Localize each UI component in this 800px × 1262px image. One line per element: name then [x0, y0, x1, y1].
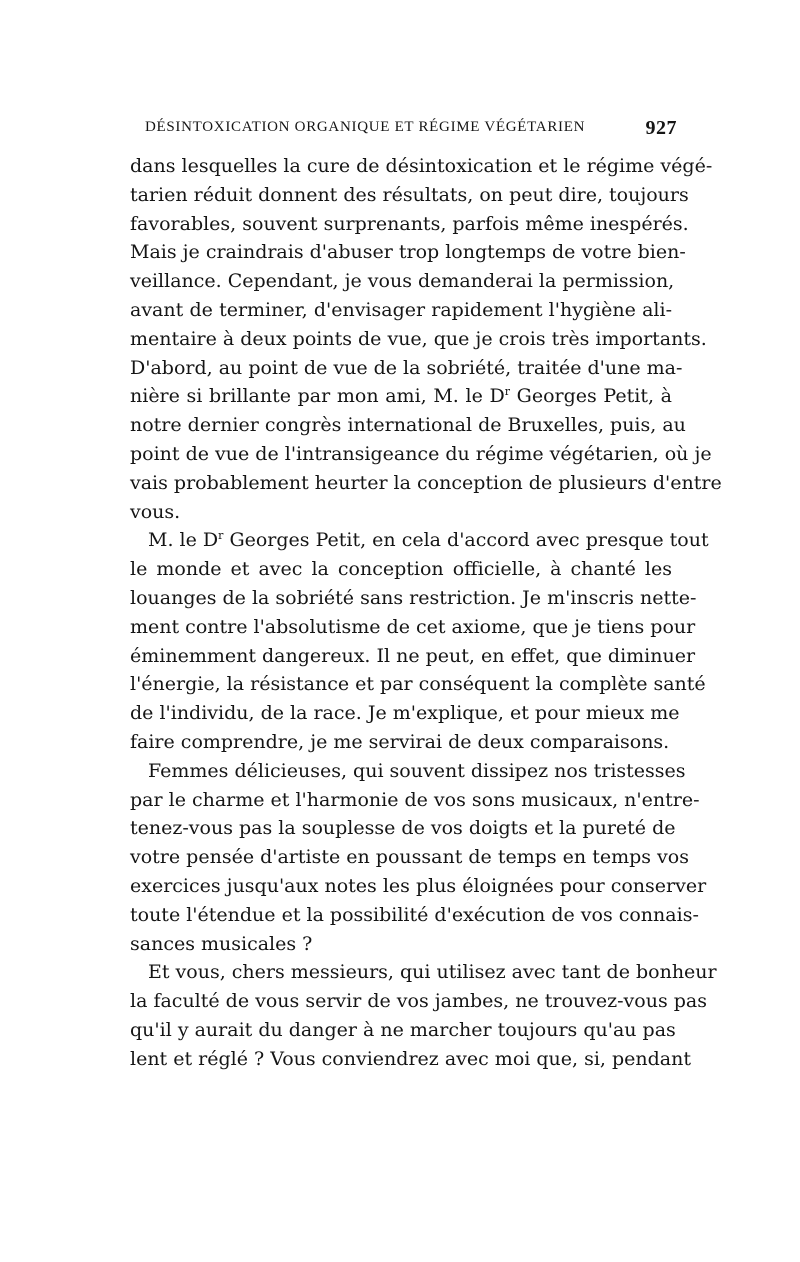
paragraph-1: [130, 152, 722, 526]
text-line: votre pensée d'artiste en poussant de temps en temps vos: [130, 846, 689, 869]
text-line: Femmes délicieuses, qui souvent dissipez nos tristesses: [148, 759, 686, 782]
doctor-abbrev-superscript: r: [504, 385, 510, 399]
text-line: lent et réglé ? Vous conviendrez avec moi que, si, pendant: [130, 1047, 692, 1070]
text-line: veillance. Cependant, je vous demanderai la permission,: [130, 270, 675, 293]
text-line: louanges de la sobriété sans restriction. Je m'inscris nette-: [130, 586, 697, 609]
text-line: la faculté de vous servir de vos jambes, ne trouvez-vous pas: [130, 990, 707, 1013]
text-line: D'abord, au point de vue de la sobriété, traitée d'une ma-: [130, 356, 683, 379]
text-line: tenez-vous pas la souplesse de vos doigts et la pureté de: [130, 817, 676, 840]
text-line: notre dernier congrès international de Bruxelles, puis, au: [130, 414, 686, 437]
page-number: 927: [645, 117, 677, 139]
text-line: qu'il y aurait du danger à ne marcher toujours qu'au pas: [130, 1018, 676, 1041]
text-fragment: M. le D: [148, 529, 219, 552]
text-line: [130, 382, 672, 411]
text-line: dans lesquelles la cure de désintoxication et le régime végé-: [130, 155, 713, 177]
text-line: point de vue de l'intransigeance du régime végétarien, où je: [130, 442, 712, 465]
running-title: DÉSINTOXICATION ORGANIQUE ET RÉGIME VÉGÉTARIEN: [145, 119, 586, 135]
text-line: le monde et avec la conception officielle, à chanté les: [130, 558, 672, 581]
text-line: vais probablement heurter la conception de plusieurs d'entre: [130, 471, 722, 494]
body-text: [130, 152, 722, 1074]
text-line: mentaire à deux points de vue, que je crois très importants.: [130, 327, 707, 350]
text-line: ment contre l'absolutisme de cet axiome, que je tiens pour: [130, 615, 696, 638]
doctor-abbrev-superscript: r: [218, 529, 224, 543]
text-line: faire comprendre, je me servirai de deux comparaisons.: [130, 730, 670, 753]
text-line: exercices jusqu'aux notes les plus éloignées pour conserver: [130, 874, 707, 897]
text-line: éminemment dangereux. Il ne peut, en effet, que diminuer: [130, 644, 696, 667]
text-fragment: nière si brillante par mon ami, M. le D: [130, 385, 505, 408]
paragraph-4: [130, 958, 717, 1073]
text-line: par le charme et l'harmonie de vos sons musicaux, n'entre-: [130, 788, 700, 811]
text-line: [130, 526, 709, 555]
text-line: Et vous, chers messieurs, qui utilisez avec tant de bonheur: [148, 961, 717, 984]
text-line: sances musicales ?: [130, 932, 313, 955]
running-head: [145, 117, 677, 141]
text-fragment: Georges Petit, en cela d'accord avec presque tout: [223, 529, 709, 552]
paragraph-3: [130, 757, 707, 959]
text-line: tarien réduit donnent des résultats, on peut dire, toujours: [130, 183, 689, 206]
text-line: Mais je craindrais d'abuser trop longtemps de votre bien-: [130, 241, 686, 264]
text-line: avant de terminer, d'envisager rapidement l'hygiène ali-: [130, 298, 672, 321]
text-line: toute l'étendue et la possibilité d'exécution de vos connais-: [130, 903, 699, 926]
text-line: de l'individu, de la race. Je m'explique, et pour mieux me: [130, 702, 680, 725]
text-fragment: Georges Petit, à: [510, 385, 672, 408]
text-line: favorables, souvent surprenants, parfois même inespérés.: [130, 212, 689, 235]
text-line: vous.: [130, 500, 181, 523]
text-line: l'énergie, la résistance et par conséquent la complète santé: [130, 673, 706, 696]
paragraph-2: [130, 526, 709, 756]
